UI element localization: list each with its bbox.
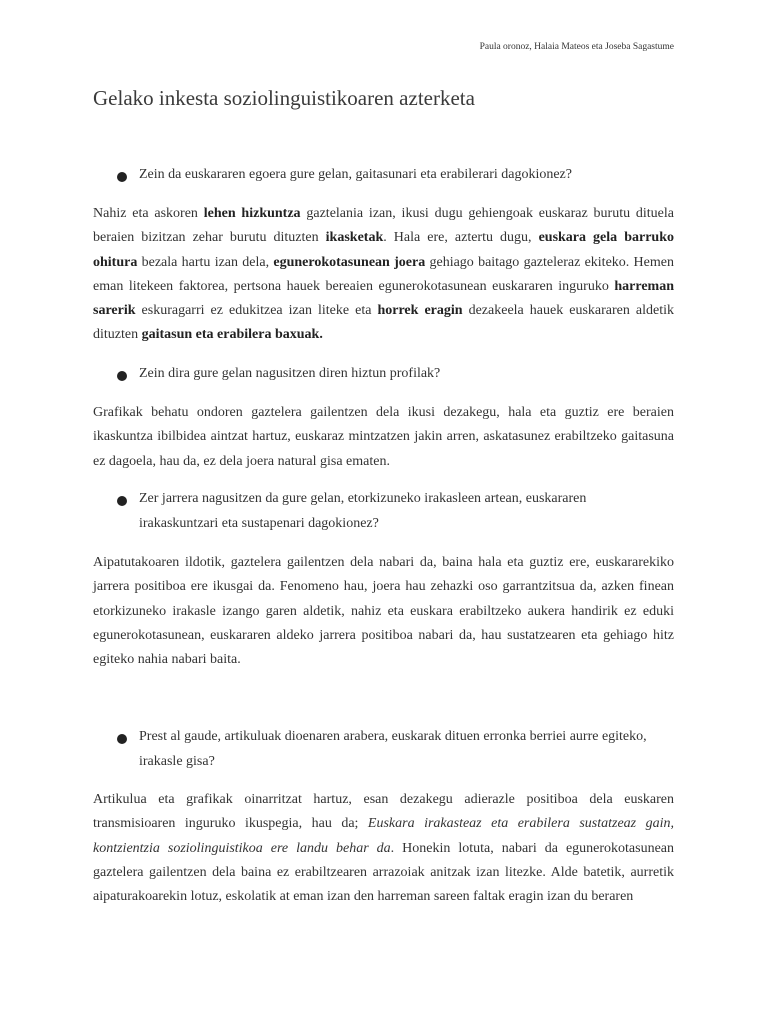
paragraph-text: gehiago baitago gazteleraz ekiteko. Hemen eman litekeen faktorea, pertsona hauek bereaien egunerokotasunean euskararen inguruko xyxy=(93,254,674,294)
question-4 xyxy=(117,725,647,774)
paragraph-text: Grafikak behatu ondoren gaztelera gailentzen dela ikusi dezakegu, hala eta guztiz ere beraien ikaskuntza ibilbidea aintzat hartuz, euskaraz mintzatzen jakin arren, askatasunez erabiltzeko gaitasuna ez dagoela, hau da, ez dela joera natural gisa ematen. xyxy=(93,405,674,469)
bold-text: egunerokotasunean joera xyxy=(273,254,426,270)
question-3 xyxy=(117,487,647,536)
bullet-icon xyxy=(117,734,127,744)
italic-text: Euskara irakasteaz eta erabilera sustatzeaz gain, kontzientzia soziolinguistikoa ere landu behar da xyxy=(93,816,674,856)
question-4-text: Prest al gaude, artikuluak dioenaren arabera, euskarak dituen erronka berriei aurre egiteko, irakasle gisa? xyxy=(139,729,647,769)
answer-2 xyxy=(93,401,674,474)
question-3-text: Zer jarrera nagusitzen da gure gelan, etorkizuneko irakasleen artean, euskararen irakaskuntzari eta sustapenari dagokionez? xyxy=(139,491,587,531)
paragraph-text: . Honekin lotuta, nabari da egunerokotasunean gaztelera gailentzen dela baina ez erabiltzearen arrazoiak anitzak izan litezke. Alde batetik, aurretik aipaturakoarekin lotuz, eskolatik at eman izan den harreman sareen faltak eragin izan du beraren xyxy=(93,840,675,905)
paragraph-text: Nahiz eta askoren xyxy=(93,206,204,221)
paragraph-text: gaztelania izan, ikusi dugu gehiengoak euskaraz burutu dituela beraien bizitzan zehar burutu dituzten xyxy=(93,206,674,246)
bold-text: lehen hizkuntza xyxy=(203,206,301,221)
question-1 xyxy=(117,163,647,188)
answer-2-paragraph xyxy=(93,401,674,474)
paragraph-text: bezala hartu izan dela, xyxy=(137,254,274,270)
paragraph-text: eskuragarri ez edukitzea izan liteke eta xyxy=(135,303,378,319)
question-2-text: Zein dira gure gelan nagusitzen diren hiztun profilak? xyxy=(139,366,441,381)
question-2 xyxy=(117,362,647,387)
answer-1-paragraph xyxy=(93,202,674,348)
paragraph-text: Aipatutakoaren ildotik, gaztelera gailentzen dela nabari da, baina hala eta guztiz ere, euskararekiko jarrera positiboa ere ikusgai da. Fenomeno hau, joera hau zehazki oso garrantzitsua da, azken finean etorkizuneko irakasle izango garen aldetik, nahiz eta euskara erabiltzeko aukera handirik ez eduki egunerokotasunean, euskararen aldeko jarrera positiboa nabari da, hau sustatzearen eta gehiago hitz egiteko nahia nabari baita. xyxy=(93,555,674,668)
bold-text: harreman sarerik xyxy=(93,278,674,319)
paragraph-text: . Hala ere, aztertu dugu, xyxy=(383,230,539,246)
question-1-text: Zein da euskararen egoera gure gelan, gaitasunari eta erabilerari dagokionez? xyxy=(139,167,572,182)
paragraph-text: dezakeela hauek euskararen aldetik dituzten xyxy=(93,303,674,343)
answer-4 xyxy=(93,788,674,909)
bullet-icon xyxy=(117,371,127,381)
bullet-icon xyxy=(117,496,127,506)
answer-3-paragraph xyxy=(93,551,674,672)
answer-3 xyxy=(93,551,674,672)
paragraph-text: Artikulua eta grafikak oinarritzat hartuz, esan dezakegu adierazle positiboa dela euskaren transmisioaren inguruko ikuspegia, hau da; xyxy=(93,792,674,832)
answer-4-paragraph xyxy=(93,788,674,909)
answer-1 xyxy=(93,202,674,348)
bold-text: gaitasun eta erabilera baxuak. xyxy=(141,327,323,343)
bold-text: ikasketak xyxy=(325,230,384,246)
bold-text: euskara gela barruko ohitura xyxy=(93,230,674,270)
page-header-authors: Paula oronoz, Halaia Mateos eta Joseba Sagastume xyxy=(479,42,674,52)
bold-text: horrek eragin xyxy=(377,303,463,319)
bullet-icon xyxy=(117,172,127,182)
page-title: Gelako inkesta soziolinguistikoaren azterketa xyxy=(93,86,475,110)
